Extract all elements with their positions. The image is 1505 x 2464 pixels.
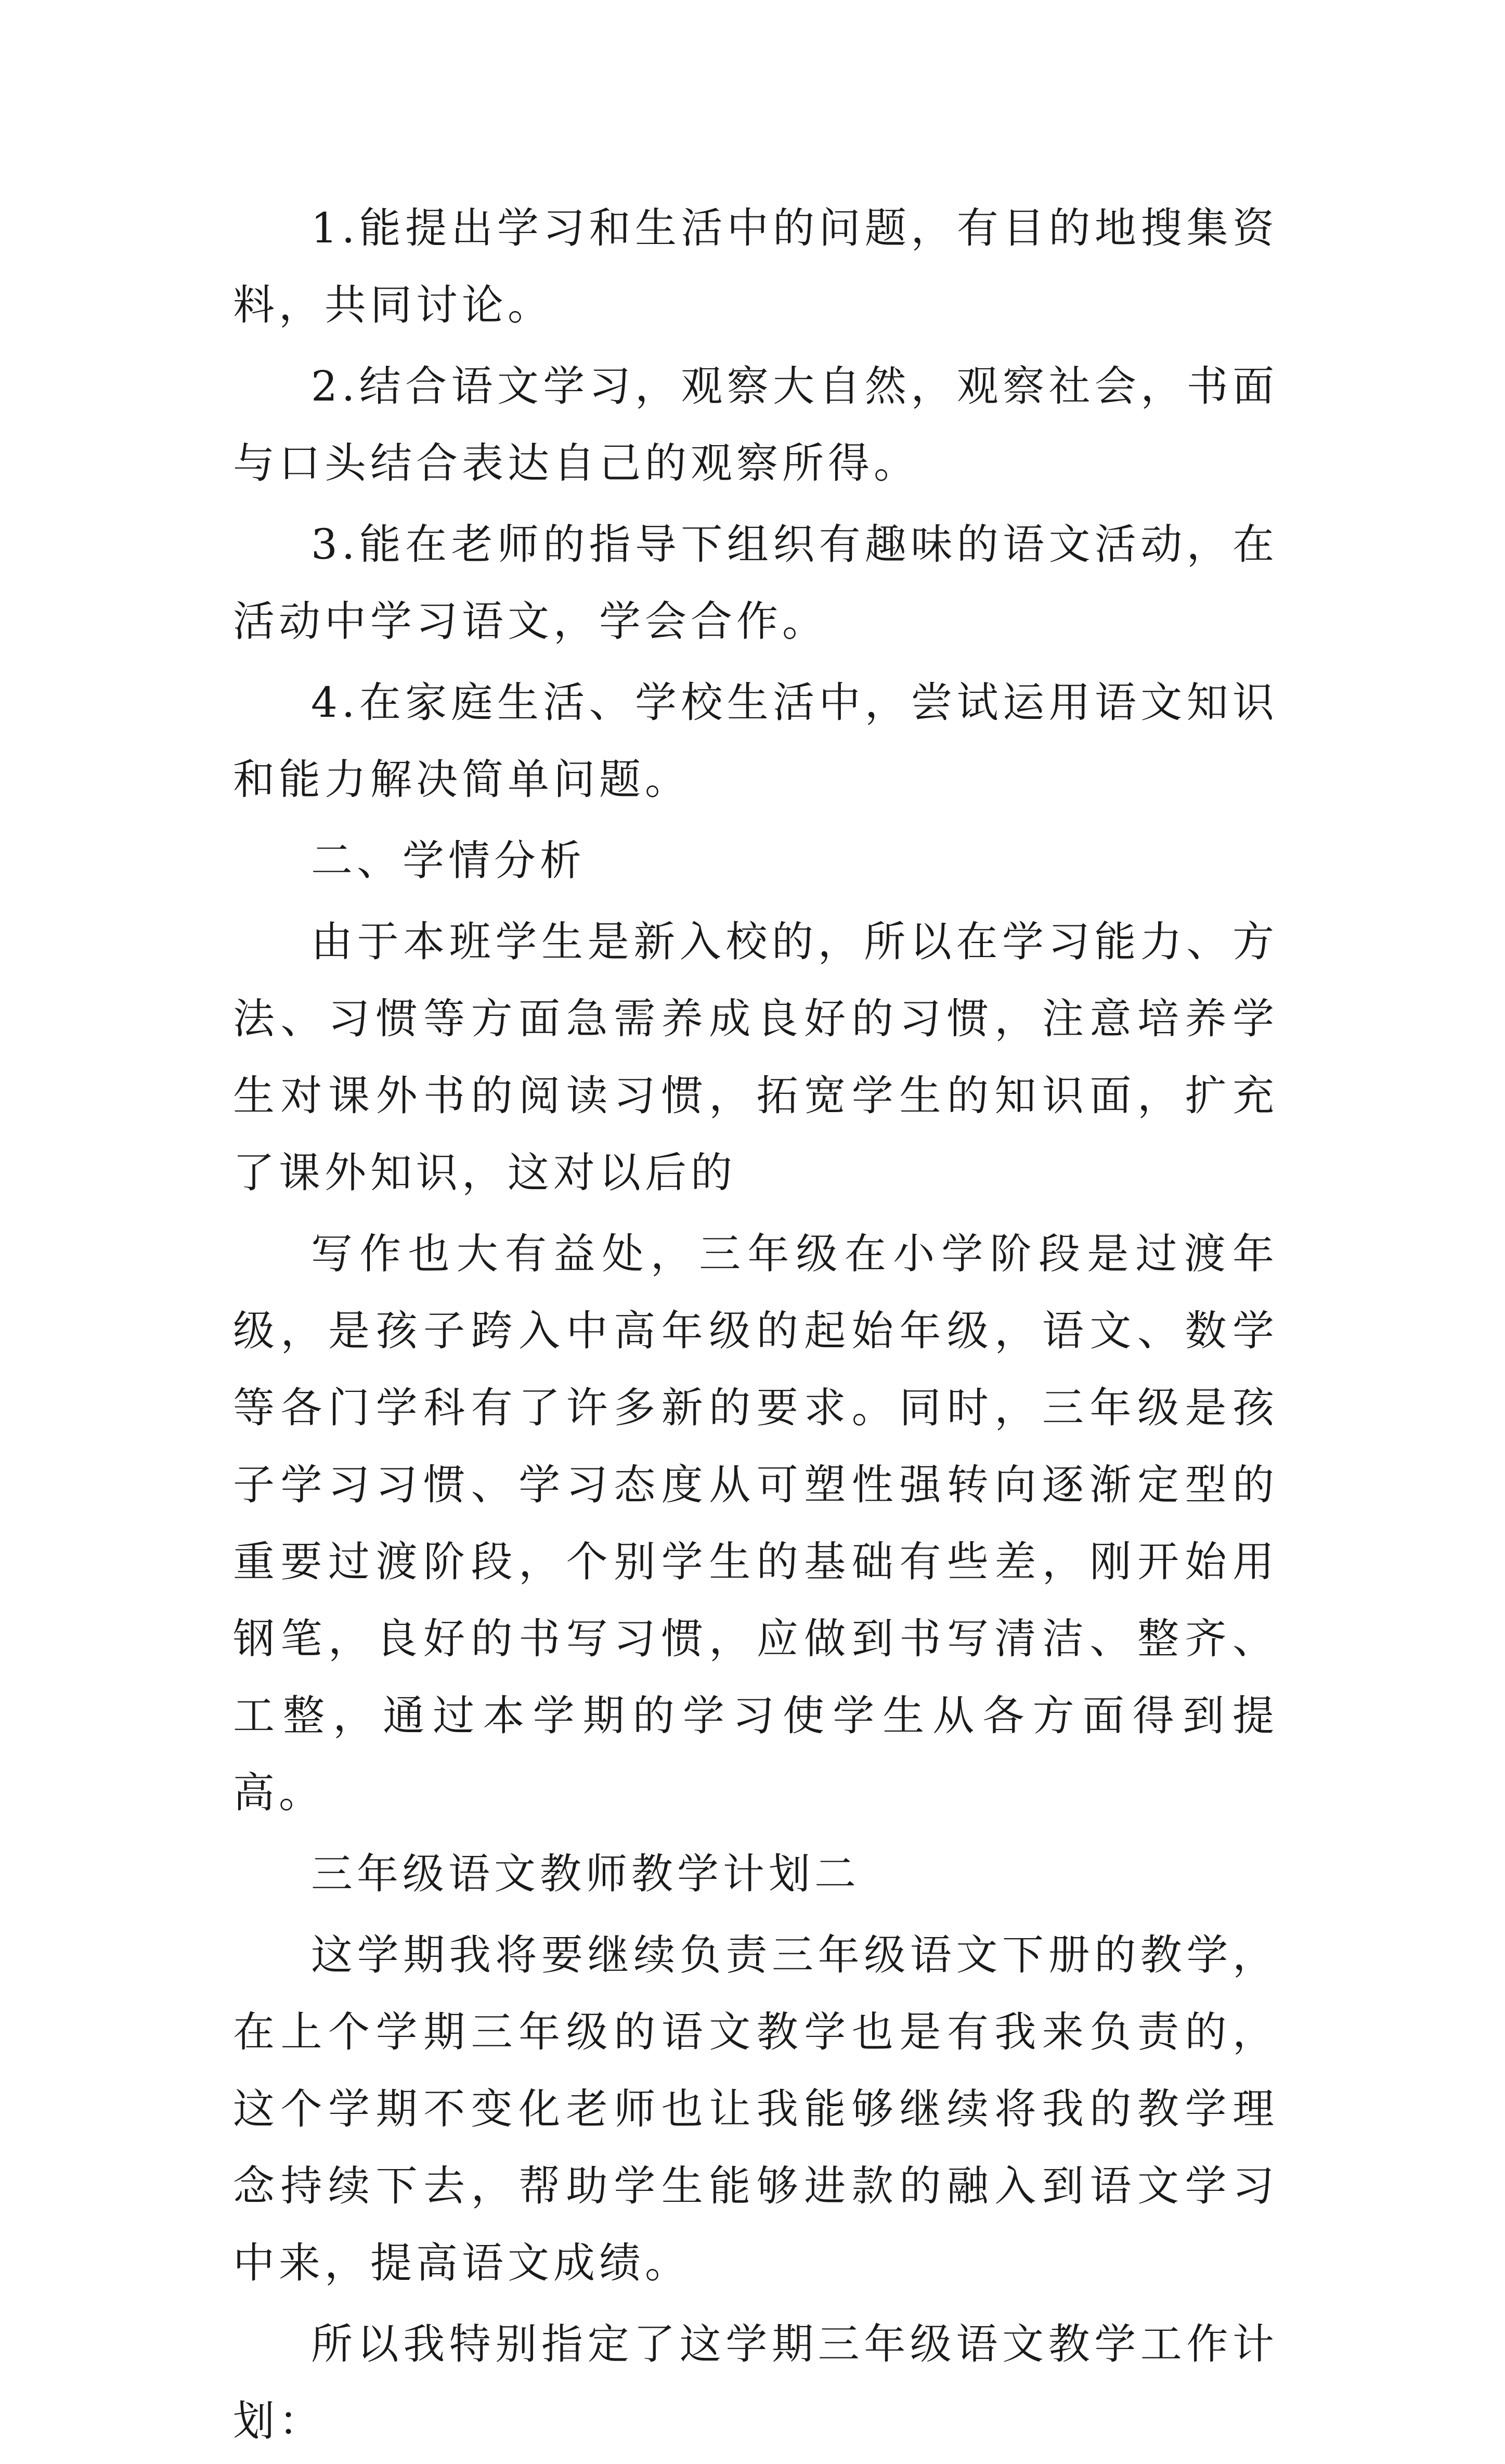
goal-item-3: 3.能在老师的指导下组织有趣味的语文活动，在活动中学习语文，学会合作。 <box>233 520 1278 646</box>
plan-two-intro-paragraph: 这学期我将要继续负责三年级语文下册的教学，在上个学期三年级的语文教学也是有我来负责的，这个学期不变化老师也让我能够继续将我的教学理念持续下去，帮助学生能够进款的融入到语文学习中来，提高语文成绩。 <box>233 1931 1278 2287</box>
document-body <box>233 190 1278 2464</box>
goal-item-2: 2.结合语文学习，观察大自然，观察社会，书面与口头结合表达自己的观察所得。 <box>233 362 1278 487</box>
goal-item-4: 4.在家庭生活、学校生活中，尝试运用语文知识和能力解决简单问题。 <box>233 678 1278 804</box>
goal-item-1: 1.能提出学习和生活中的问题，有目的地搜集资料，共同讨论。 <box>233 204 1278 329</box>
section-heading-student-analysis: 二、学情分析 <box>311 836 586 885</box>
plan-two-title: 三年级语文教师教学计划二 <box>311 1850 860 1898</box>
student-analysis-paragraph-1: 由于本班学生是新入校的，所以在学习能力、方法、习惯等方面急需养成良好的习惯，注意培养学生对课外书的阅读习惯，拓宽学生的知识面，扩充了课外知识，这对以后的 <box>233 918 1278 1197</box>
student-analysis-paragraph-2: 写作也大有益处，三年级在小学阶段是过渡年级，是孩子跨入中高年级的起始年级，语文、数学等各门学科有了许多新的要求。同时，三年级是孩子学习习惯、学习态度从可塑性强转向逐渐定型的重要过渡阶段，个别学生的基础有些差，刚开始用钢笔，良好的书写习惯，应做到书写清洁、整齐、工整，通过本学期的学习使学生从各方面得到提高。 <box>233 1230 1278 1817</box>
plan-two-closing-paragraph: 所以我特别指定了这学期三年级语文教学工作计划： <box>233 2320 1278 2445</box>
